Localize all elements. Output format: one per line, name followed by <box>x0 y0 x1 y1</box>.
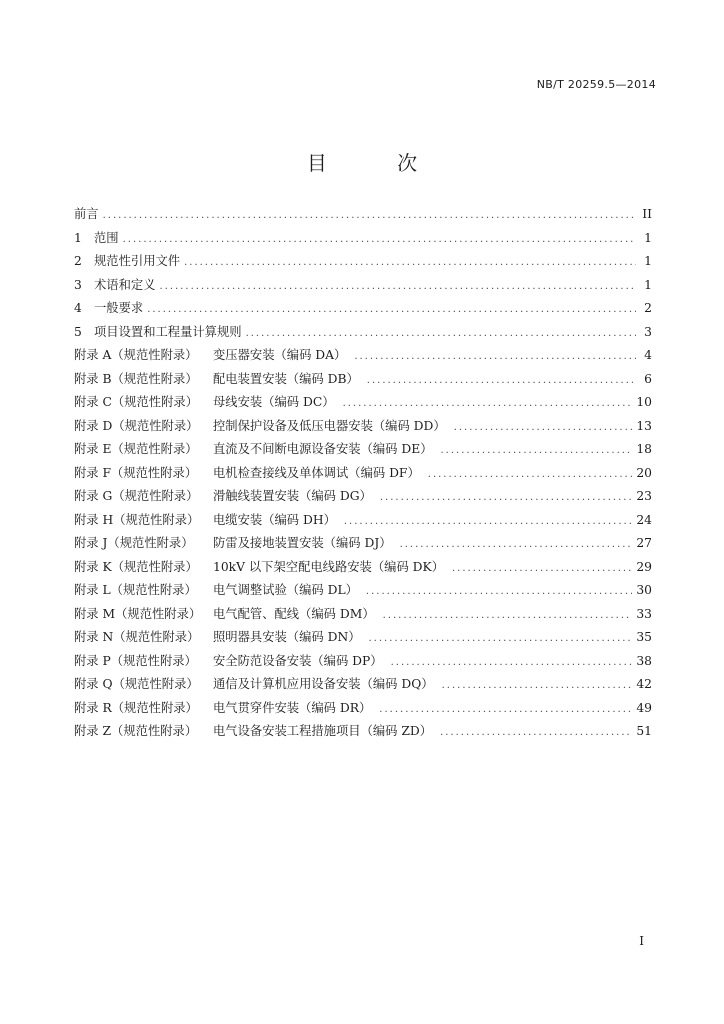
toc-entry-subtitle: 防雷及接地装置安装（编码 DJ） <box>213 536 392 550</box>
toc-leader-dots <box>103 210 636 221</box>
toc-entry-page: 33 <box>636 606 652 621</box>
toc-entry-title: 附录 M（规范性附录） <box>74 606 202 621</box>
toc-entry-page: 20 <box>636 465 652 480</box>
toc-entry[interactable] <box>74 369 652 393</box>
toc-entry[interactable] <box>74 204 652 228</box>
toc-entry[interactable] <box>74 627 652 651</box>
page-title: 目 次 <box>306 151 450 175</box>
toc-leader-dots <box>184 257 636 268</box>
toc-entry[interactable] <box>74 345 652 369</box>
toc-entry-subtitle: 照明器具安装（编码 DN） <box>213 630 361 644</box>
toc-leader-dots <box>383 610 633 621</box>
toc-entry-page: 42 <box>636 677 652 691</box>
toc-entry[interactable] <box>74 557 652 581</box>
toc-entry-title: 附录 D（规范性附录） <box>74 418 199 433</box>
toc-entry-subtitle: 电气配管、配线（编码 DM） <box>213 606 375 621</box>
toc-entry-page: 27 <box>636 536 652 550</box>
toc-entry-page: 1 <box>644 230 652 245</box>
toc-leader-dots <box>380 492 632 503</box>
toc-entry-label <box>74 721 213 739</box>
toc-entry-label <box>74 533 213 551</box>
toc-leader-dots <box>246 328 636 339</box>
toc-entry-number: 4 <box>74 301 82 315</box>
toc-entry-page: 49 <box>636 700 652 715</box>
toc-leader-dots <box>400 539 633 550</box>
toc-entry-label <box>74 674 213 692</box>
toc-entry[interactable] <box>74 439 652 463</box>
toc-entry-label <box>74 298 143 316</box>
toc-entry-label <box>74 204 99 222</box>
toc-entry-page: 23 <box>636 489 652 503</box>
toc-entry[interactable] <box>74 392 652 416</box>
toc-entry-label <box>74 322 242 340</box>
toc-entry-page: 29 <box>636 559 652 574</box>
toc-entry-number: 5 <box>74 324 82 339</box>
toc-entry-label <box>74 369 213 387</box>
toc-entry-page: 13 <box>636 418 652 433</box>
toc-entry-title: 项目设置和工程量计算规则 <box>94 324 242 339</box>
toc-entry-label <box>74 463 213 481</box>
toc-entry-title: 附录 K（规范性附录） <box>74 559 198 574</box>
toc-entry[interactable] <box>74 510 652 534</box>
toc-entry-number: 1 <box>74 230 82 245</box>
toc-entry-page: 35 <box>636 630 652 644</box>
toc-entry-subtitle: 电气设备安装工程措施项目（编码 ZD） <box>213 724 433 738</box>
toc-entry-title: 附录 P（规范性附录） <box>74 653 197 668</box>
toc-leader-dots <box>354 351 636 362</box>
toc-entry-label <box>74 392 213 410</box>
toc-entry-title: 范围 <box>94 230 119 245</box>
toc-entry-title: 附录 Z（规范性附录） <box>74 724 198 738</box>
toc-entry-title: 附录 L（规范性附录） <box>74 583 197 597</box>
toc-entry-subtitle: 变压器安装（编码 DA） <box>213 348 347 362</box>
toc-entry-subtitle: 直流及不间断电源设备安装（编码 DE） <box>213 442 433 456</box>
toc-entry-page: 3 <box>644 324 652 339</box>
toc-entry-title: 附录 C（规范性附录） <box>74 395 198 409</box>
toc-entry[interactable] <box>74 251 652 275</box>
document-code: NB/T 20259.5—2014 <box>536 78 656 91</box>
toc-entry-page: 18 <box>636 442 652 456</box>
toc-leader-dots <box>366 586 632 597</box>
toc-entry[interactable] <box>74 604 652 628</box>
toc-entry[interactable] <box>74 486 652 510</box>
toc-entry-subtitle: 母线安装（编码 DC） <box>213 395 335 409</box>
page-number: I <box>639 934 644 948</box>
toc-leader-dots <box>123 234 636 245</box>
toc-entry[interactable] <box>74 674 652 698</box>
toc-entry-page: 1 <box>644 277 652 292</box>
toc-entry-label <box>74 557 213 575</box>
toc-leader-dots <box>367 375 636 386</box>
toc-entry-subtitle: 电缆安装（编码 DH） <box>213 512 336 527</box>
toc-entry-label <box>74 651 213 669</box>
toc-entry-page: 4 <box>644 348 652 362</box>
toc-entry[interactable] <box>74 698 652 722</box>
toc-entry-title: 一般要求 <box>94 301 144 315</box>
toc-entry-page: 2 <box>644 301 652 315</box>
toc-entry-subtitle: 10kV 以下架空配电线路安装（编码 DK） <box>213 559 444 574</box>
toc-entry-subtitle: 电机检查接线及单体调试（编码 DF） <box>213 465 420 480</box>
toc-entry-title: 附录 A（规范性附录） <box>74 348 198 362</box>
toc-entry-label <box>74 251 180 269</box>
toc-leader-dots <box>440 727 632 738</box>
toc-entry-subtitle: 电气贯穿件安装（编码 DR） <box>213 700 372 715</box>
table-of-contents <box>74 204 652 745</box>
toc-entry-page: 51 <box>636 724 652 738</box>
toc-entry-label <box>74 627 213 645</box>
toc-entry[interactable] <box>74 275 652 299</box>
toc-leader-dots <box>452 563 632 574</box>
toc-entry-subtitle: 通信及计算机应用设备安装（编码 DQ） <box>213 677 434 691</box>
toc-entry-label <box>74 698 213 716</box>
toc-entry[interactable] <box>74 580 652 604</box>
toc-entry-title: 附录 J（规范性附录） <box>74 536 194 550</box>
toc-entry-title: 附录 Q（规范性附录） <box>74 677 199 691</box>
toc-entry-label <box>74 416 213 434</box>
toc-entry-title: 附录 E（规范性附录） <box>74 442 198 456</box>
toc-entry[interactable] <box>74 463 652 487</box>
toc-entry-number: 2 <box>74 254 82 268</box>
toc-entry-title: 附录 N（规范性附录） <box>74 630 200 644</box>
toc-leader-dots <box>379 704 632 715</box>
toc-entry[interactable] <box>74 298 652 322</box>
toc-leader-dots <box>441 445 633 456</box>
toc-entry-label <box>74 275 156 293</box>
toc-entry-title: 术语和定义 <box>94 277 156 292</box>
toc-entry-page: 24 <box>636 512 652 527</box>
toc-entry-page: 10 <box>636 395 652 409</box>
toc-entry-title: 附录 G（规范性附录） <box>74 489 199 503</box>
toc-leader-dots <box>391 657 633 668</box>
toc-entry-label <box>74 510 213 528</box>
toc-entry-label <box>74 439 213 457</box>
toc-entry-page: 38 <box>636 653 652 668</box>
toc-entry-title: 附录 H（规范性附录） <box>74 512 200 527</box>
toc-entry-subtitle: 安全防范设备安装（编码 DP） <box>213 653 383 668</box>
toc-entry-label <box>74 486 213 504</box>
toc-entry[interactable] <box>74 416 652 440</box>
toc-leader-dots <box>160 281 637 292</box>
toc-entry[interactable] <box>74 651 652 675</box>
toc-entry-title: 前言 <box>74 207 99 221</box>
toc-entry-subtitle: 滑触线装置安装（编码 DG） <box>213 489 372 503</box>
toc-entry-page: 1 <box>644 254 652 268</box>
toc-entry-label <box>74 345 213 363</box>
toc-leader-dots <box>369 633 633 644</box>
toc-entry[interactable] <box>74 322 652 346</box>
toc-leader-dots <box>343 398 633 409</box>
toc-entry-number: 3 <box>74 277 82 292</box>
toc-entry-title: 规范性引用文件 <box>94 254 181 268</box>
toc-entry-title: 附录 F（规范性附录） <box>74 465 198 480</box>
toc-entry-page: 30 <box>636 583 652 597</box>
toc-entry[interactable] <box>74 228 652 252</box>
toc-entry-subtitle: 控制保护设备及低压电器安装（编码 DD） <box>213 418 446 433</box>
toc-entry-title: 附录 R（规范性附录） <box>74 700 198 715</box>
toc-leader-dots <box>428 469 633 480</box>
toc-entry-page: II <box>642 207 652 221</box>
toc-entry-page: 6 <box>644 371 652 386</box>
toc-leader-dots <box>454 422 633 433</box>
toc-leader-dots <box>442 680 633 691</box>
toc-entry-subtitle: 配电装置安装（编码 DB） <box>213 371 359 386</box>
toc-leader-dots <box>344 516 632 527</box>
toc-entry-label <box>74 580 213 598</box>
toc-entry-title: 附录 B（规范性附录） <box>74 371 198 386</box>
toc-leader-dots <box>147 304 636 315</box>
toc-entry-label <box>74 604 213 622</box>
toc-entry-label <box>74 228 119 246</box>
toc-entry-subtitle: 电气调整试验（编码 DL） <box>213 583 358 597</box>
toc-entry[interactable] <box>74 533 652 557</box>
toc-entry[interactable] <box>74 721 652 745</box>
